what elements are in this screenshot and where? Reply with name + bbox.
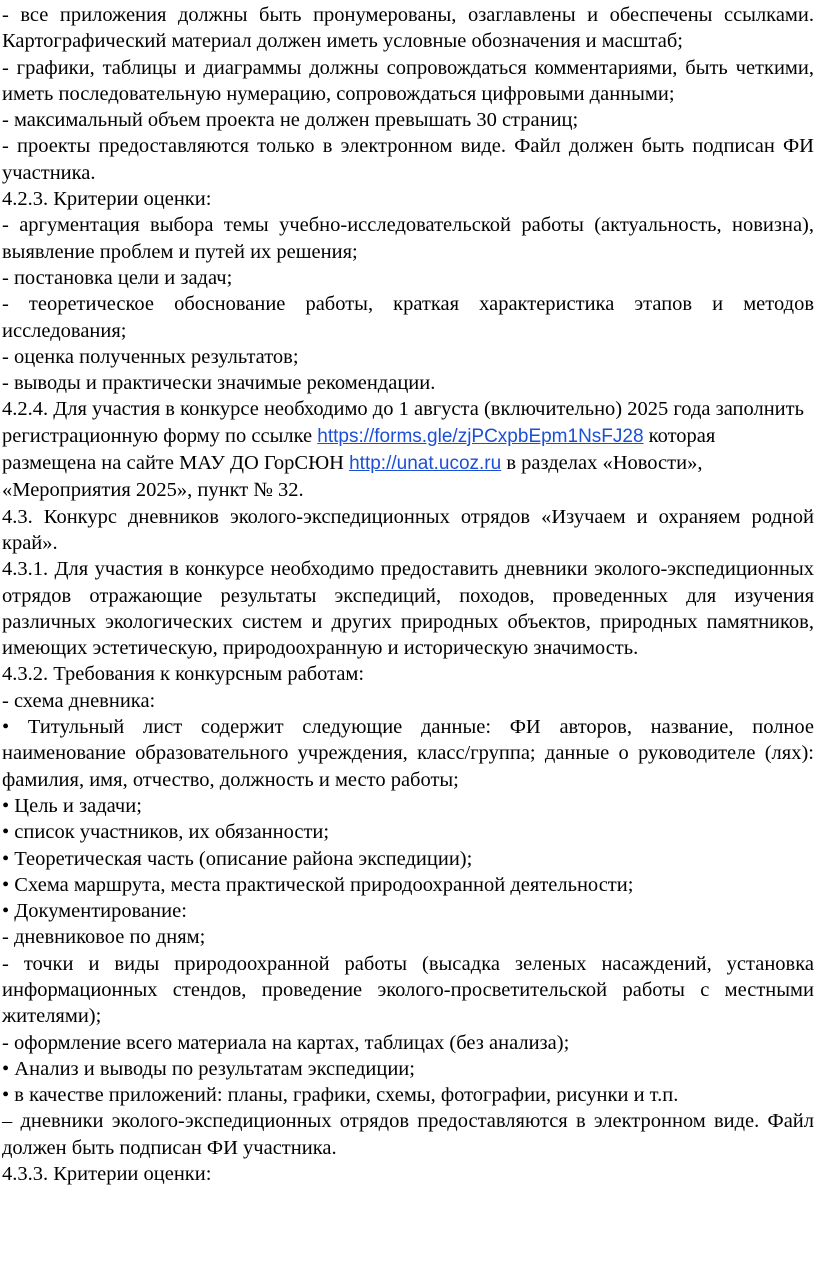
criterion-topic: - аргументация выбора темы учебно-исследовательской работы (актуальность, новизна), выявление проблем и путей их решения;: [2, 214, 814, 263]
section-4-2-3-heading: 4.2.3. Критерии оценки:: [2, 188, 212, 211]
route-item: • Схема маршрута, места практической природоохранной деятельности;: [2, 873, 634, 896]
title-page-item: • Титульный лист содержит следующие данные: ФИ авторов, название, полное наименование образовательного учреждения, класс/группа; данные о руководителе (лях): фамилия, имя, отчество, должность и место работы;: [2, 716, 814, 791]
diary-scheme-item: - схема дневника:: [2, 689, 156, 712]
criterion-conclusions: - выводы и практически значимые рекомендации.: [2, 372, 436, 395]
section-4-2-4-text-end: в разделах «Новости», «Мероприятия 2025», пункт № 32.: [2, 452, 703, 502]
requirement-electronic: - проекты предоставляются только в электронном виде. Файл должен быть подписан ФИ участника.: [2, 135, 814, 184]
site-link[interactable]: http://unat.ucoz.ru: [349, 453, 502, 475]
criterion-theory: - теоретическое обоснование работы, краткая характеристика этапов и методов исследования;: [2, 293, 814, 342]
documentation-item: • Документирование:: [2, 900, 187, 923]
requirement-appendices: - все приложения должны быть пронумерованы, озаглавлены и обеспечены ссылками. Картографический материал должен иметь условные обозначения и масштаб;: [2, 4, 814, 53]
section-4-2-4-text-start: 4.2.4. Для участия в конкурсе необходимо до 1 августа (включительно) 2025 года заполнить регистрационную форму по ссылке: [2, 398, 804, 447]
section-4-3-2-heading: 4.3.2. Требования к конкурсным работам:: [2, 663, 365, 686]
registration-form-link[interactable]: https://forms.gle/zjPCxpbEpm1NsFJ28: [317, 425, 644, 447]
requirement-graphics: - графики, таблицы и диаграммы должны сопровождаться комментариями, быть четкими, иметь последовательную нумерацию, сопровождаться цифровыми данными;: [2, 56, 814, 105]
theory-item: • Теоретическая часть (описание района экспедиции);: [2, 847, 473, 870]
requirement-max-pages: - максимальный объем проекта не должен превышать 30 страниц;: [2, 109, 579, 132]
conservation-work-item: - точки и виды природоохранной работы (высадка зеленых насаждений, установка информационных стендов, проведение эколого-просветительской работы с местными жителями);: [2, 952, 814, 1028]
criterion-results: - оценка полученных результатов;: [2, 345, 299, 368]
electronic-diaries-item: – дневники эколого-экспедиционных отрядов предоставляются в электронном виде. Файл должен быть подписан ФИ участника.: [2, 1110, 814, 1159]
section-4-2-4-paragraph: [2, 396, 814, 503]
section-4-2-4-text-middle: которая размещена на сайте МАУ ДО ГорСЮН: [2, 424, 716, 475]
goals-item: • Цель и задачи;: [2, 794, 142, 817]
daily-diary-item: - дневниковое по дням;: [2, 926, 206, 949]
participants-item: • список участников, их обязанности;: [2, 821, 330, 844]
section-4-3-1-paragraph: 4.3.1. Для участия в конкурсе необходимо предоставить дневники эколого-экспедиционных отрядов отражающие результаты экспедиций, походов, проведенных для изучения различных экологических систем и других природных объектов, природных памятников, имеющих эстетическую, природоохранную и историческую значимость.: [2, 558, 814, 660]
appendices-item: • в качестве приложений: планы, графики, схемы, фотографии, рисунки и т.п.: [2, 1084, 679, 1107]
section-4-3-3-heading: 4.3.3. Критерии оценки:: [2, 1163, 212, 1186]
section-4-3-heading: 4.3. Конкурс дневников эколого-экспедиционных отрядов «Изучаем и охраняем родной край».: [2, 505, 814, 554]
maps-tables-item: - оформление всего материала на картах, таблицах (без анализа);: [2, 1031, 570, 1054]
analysis-item: • Анализ и выводы по результатам экспедиции;: [2, 1057, 415, 1080]
criterion-goals: - постановка цели и задач;: [2, 266, 233, 289]
